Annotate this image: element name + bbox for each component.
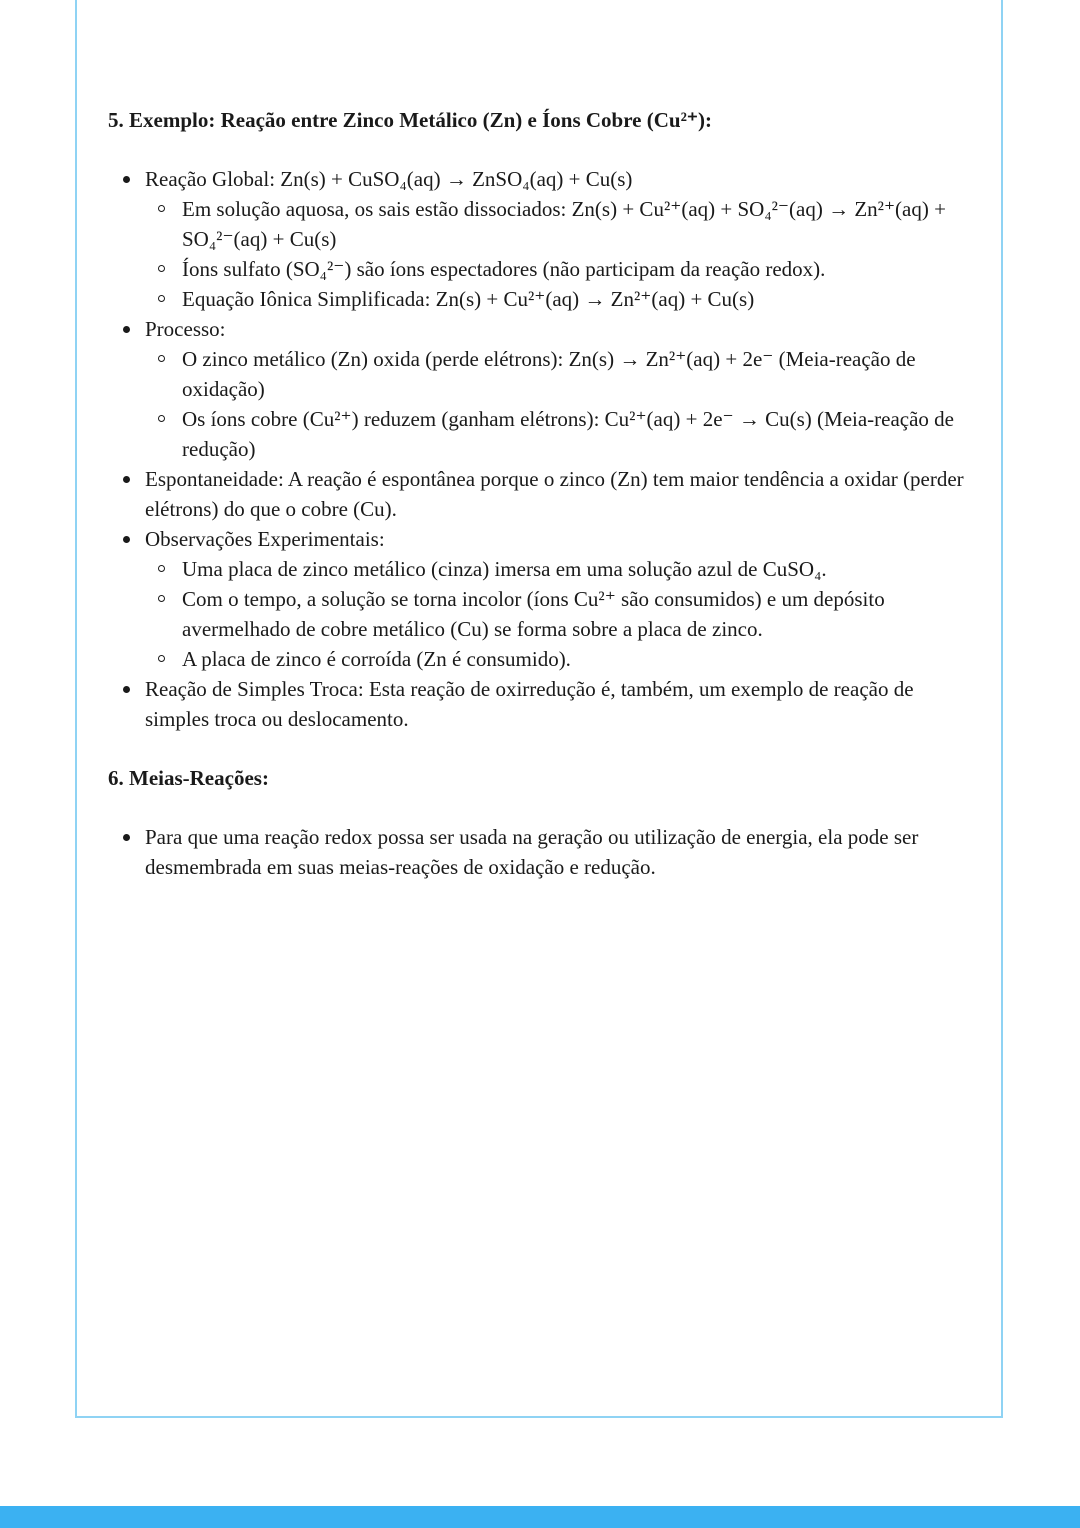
sub-list-item: Os íons cobre (Cu²⁺) reduzem (ganham elétrons): Cu²⁺(aq) + 2e⁻ → Cu(s) (Meia-reação de redução) bbox=[145, 404, 978, 464]
sub-list-item: O zinco metálico (Zn) oxida (perde elétrons): Zn(s) → Zn²⁺(aq) + 2e⁻ (Meia-reação de oxidação) bbox=[145, 344, 978, 404]
section-6-title: 6. Meias-Reações: bbox=[108, 766, 269, 790]
list-item bbox=[108, 164, 978, 314]
sub-list-item: A placa de zinco é corroída (Zn é consumido). bbox=[145, 644, 978, 674]
sub-list-item: Em solução aquosa, os sais estão dissociados: Zn(s) + Cu²⁺(aq) + SO₄²⁻(aq) → Zn²⁺(aq) + SO₄²⁻(aq) + Cu(s) bbox=[145, 194, 978, 254]
sub-list-item: Equação Iônica Simplificada: Zn(s) + Cu²⁺(aq) → Zn²⁺(aq) + Cu(s) bbox=[145, 284, 978, 314]
list-item: Reação de Simples Troca: Esta reação de oxirredução é, também, um exemplo de reação de simples troca ou deslocamento. bbox=[108, 674, 978, 734]
section-5-list bbox=[108, 164, 978, 734]
document-content bbox=[108, 100, 978, 906]
section-6-list bbox=[108, 822, 978, 882]
list-item bbox=[108, 524, 978, 674]
sub-list bbox=[145, 344, 978, 464]
sub-list-item: Uma placa de zinco metálico (cinza) imersa em uma solução azul de CuSO₄. bbox=[145, 554, 978, 584]
section-5-title: 5. Exemplo: Reação entre Zinco Metálico (Zn) e Íons Cobre (Cu²⁺): bbox=[108, 108, 712, 132]
list-item bbox=[108, 314, 978, 464]
list-item: Para que uma reação redox possa ser usada na geração ou utilização de energia, ela pode ser desmembrada em suas meias-reações de oxidação e redução. bbox=[108, 822, 978, 882]
list-item-text: Processo: bbox=[145, 317, 226, 341]
sub-list-item: Com o tempo, a solução se torna incolor (íons Cu²⁺ são consumidos) e um depósito avermelhado de cobre metálico (Cu) se forma sobre a placa de zinco. bbox=[145, 584, 978, 644]
list-item-text: Reação Global: Zn(s) + CuSO₄(aq) → ZnSO₄(aq) + Cu(s) bbox=[145, 167, 633, 191]
list-item-text: Observações Experimentais: bbox=[145, 527, 385, 551]
sub-list-item: Íons sulfato (SO₄²⁻) são íons espectadores (não participam da reação redox). bbox=[145, 254, 978, 284]
bottom-bar bbox=[0, 1506, 1080, 1528]
sub-list bbox=[145, 554, 978, 674]
list-item: Espontaneidade: A reação é espontânea porque o zinco (Zn) tem maior tendência a oxidar (perder elétrons) do que o cobre (Cu). bbox=[108, 464, 978, 524]
sub-list bbox=[145, 194, 978, 314]
